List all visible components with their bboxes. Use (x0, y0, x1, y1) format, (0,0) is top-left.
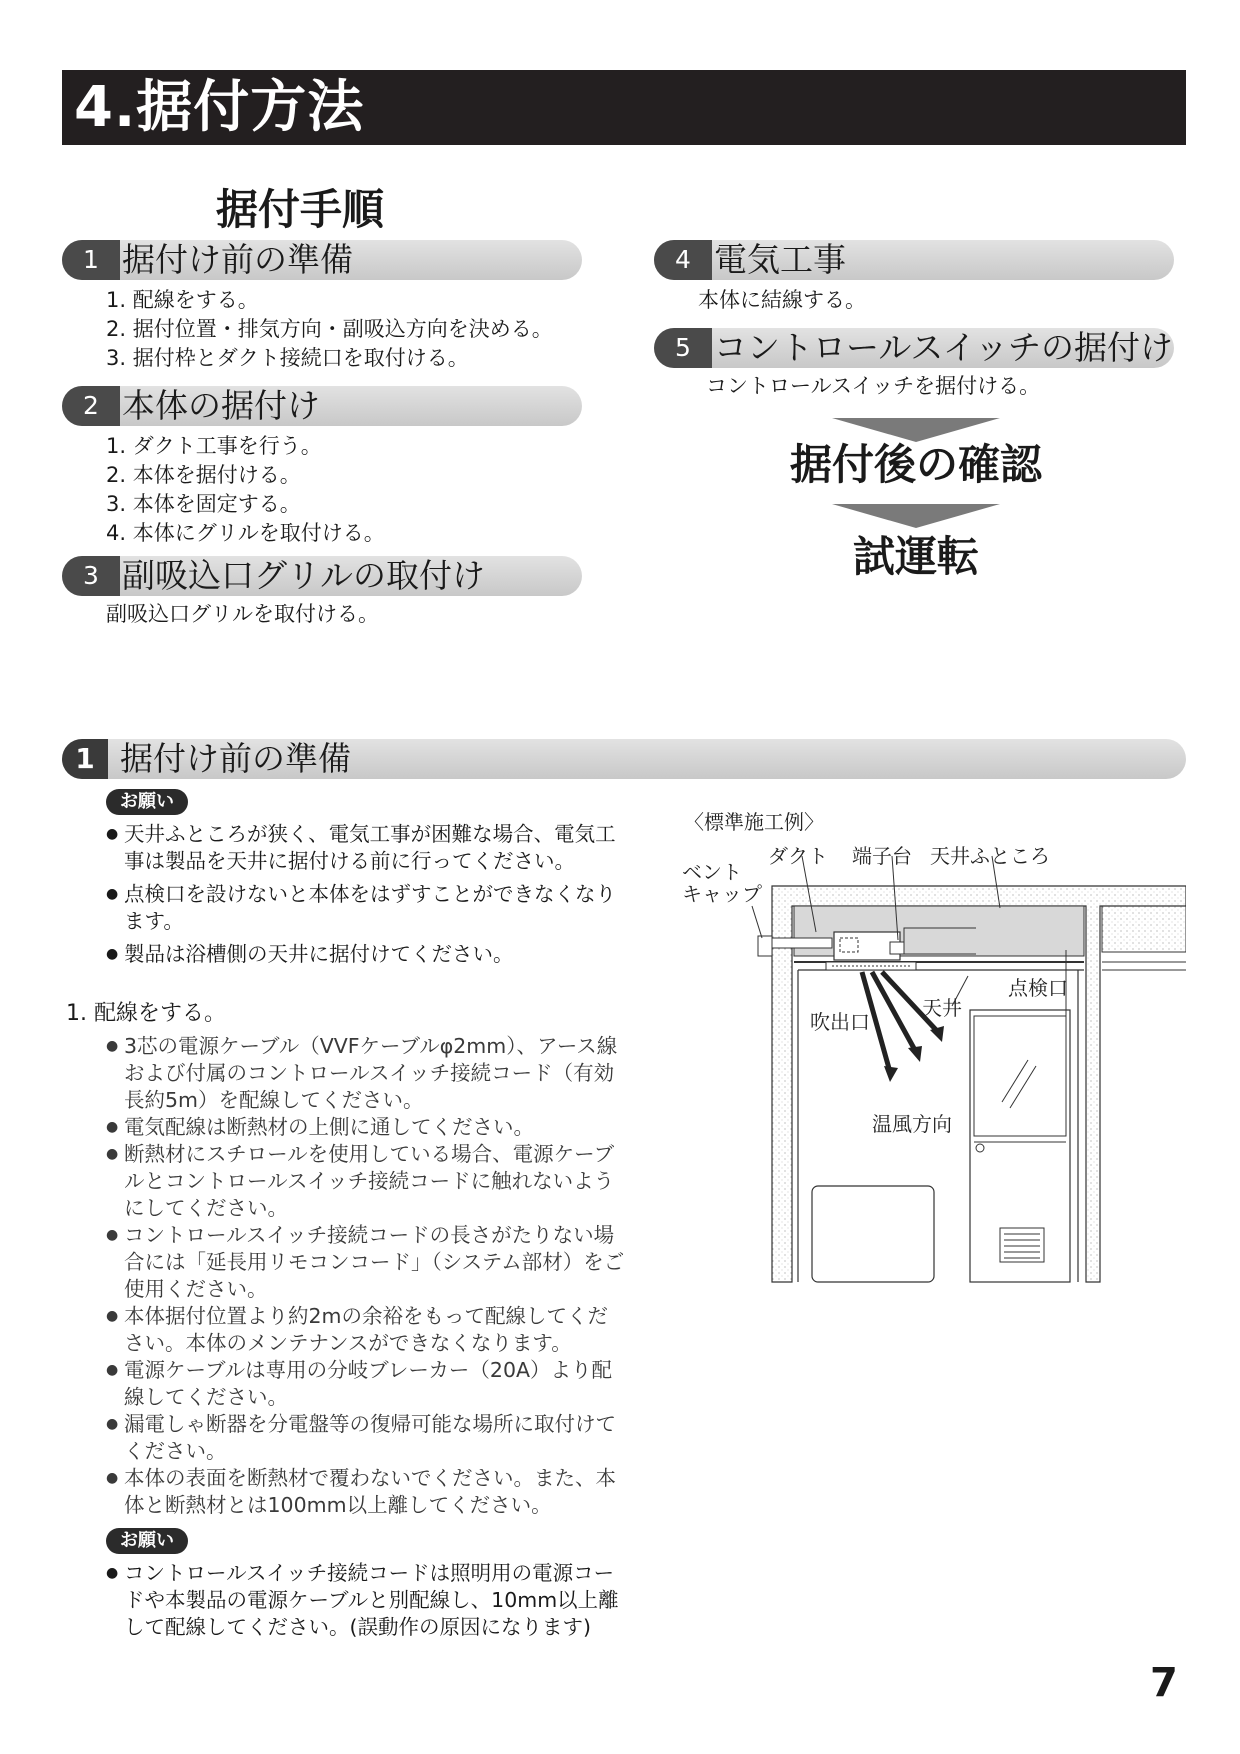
step-item: 4. 本体にグリルを取付ける。 (106, 521, 385, 545)
step-4-items (698, 286, 866, 315)
page-number: 7 (1150, 1660, 1178, 1706)
request-item: ● コントロールスイッチ接続コードは照明用の電源コードや本製品の電源ケーブルと別配線し、10mm以上離して配線してください。(誤動作の原因になります) (106, 1560, 626, 1641)
step-number: 4 (654, 240, 712, 280)
step-item: コントロールスイッチを据付ける。 (706, 374, 1041, 398)
step-number: 3 (62, 556, 120, 596)
step-label: 本体の据付け (122, 386, 320, 425)
step-label: 据付け前の準備 (122, 240, 353, 279)
page-title: 4.据付方法 (74, 75, 365, 140)
step-item: 3. 据付枠とダクト接続口を取付ける。 (106, 346, 469, 370)
request-list (106, 821, 626, 974)
step-item: 1. 配線をする。 (106, 288, 259, 312)
step-2-header (62, 386, 582, 426)
vent-cap-label: ベント (682, 860, 742, 884)
step-3-header (62, 556, 582, 596)
note-item: ● 本体の表面を断熱材で覆わないでください。また、本体と断熱材とは100mm以上離してください。 (106, 1465, 626, 1519)
step-item: 3. 本体を固定する。 (106, 492, 301, 516)
request-badge: お願い (106, 1528, 188, 1554)
diagram-title: 〈標準施工例〉 (684, 810, 824, 834)
installation-diagram (676, 810, 1186, 1300)
wiring-step-heading: 1. 配線をする。 (66, 1001, 226, 1026)
note-item: ● 電気配線は断熱材の上側に通してください。 (106, 1114, 626, 1141)
step-1-items (106, 286, 553, 373)
step-4-header (654, 240, 1174, 280)
step-item: 1. ダクト工事を行う。 (106, 434, 322, 458)
step-item: 本体に結線する。 (698, 288, 866, 312)
note-item: ● 漏電しゃ断器を分電盤等の復帰可能な場所に取付けてください。 (106, 1411, 626, 1465)
step-3-items (106, 600, 379, 629)
inspection-label: 点検口 (1008, 976, 1068, 1000)
step-label: 副吸込口グリルの取付け (122, 556, 485, 595)
vent-cap-label: キャップ (682, 882, 762, 906)
note-item: ● 電源ケーブルは専用の分岐ブレーカー（20A）より配線してください。 (106, 1357, 626, 1411)
request-list-2 (106, 1560, 626, 1647)
step-number: 5 (654, 328, 712, 368)
request-item: ● 天井ふところが狭く、電気工事が困難な場合、電気工事は製品を天井に据付ける前に行ってください。 (106, 821, 626, 875)
request-badge: お願い (106, 789, 188, 815)
note-item: ● 本体据付位置より約2mの余裕をもって配線してください。本体のメンテナンスができなくなります。 (106, 1303, 626, 1357)
step-number: 2 (62, 386, 120, 426)
duct-label: ダクト (768, 844, 828, 868)
note-item: ● 3芯の電源ケーブル（VVFケーブルφ2mm）、アース線および付属のコントロールスイッチ接続コード（有効長約5m）を配線してください。 (106, 1033, 626, 1114)
step-2-items (106, 432, 385, 548)
section-1-header (62, 739, 1186, 779)
warm-air-label: 温風方向 (872, 1112, 952, 1136)
step-item: 2. 据付位置・排気方向・副吸込方向を決める。 (106, 317, 553, 341)
step-1-header (62, 240, 582, 280)
note-item: ● コントロールスイッチ接続コードの長さがたりない場合には「延長用リモコンコード」（システム部材）をご使用ください。 (106, 1222, 626, 1303)
outlet-label: 吹出口 (810, 1010, 870, 1034)
step-number: 1 (62, 240, 120, 280)
terminal-label: 端子台 (852, 844, 912, 868)
request-item: ● 点検口を設けないと本体をはずすことができなくなります。 (106, 881, 626, 935)
step-5-header (654, 328, 1174, 368)
step-label: 電気工事 (714, 240, 846, 279)
step-5-items (706, 372, 1040, 401)
step-item: 2. 本体を据付ける。 (106, 463, 301, 487)
section-title: 据付け前の準備 (120, 739, 351, 778)
flow-arrow-icon (832, 504, 1000, 528)
request-item: ● 製品は浴槽側の天井に据付けてください。 (106, 941, 626, 968)
wiring-notes (106, 1033, 626, 1519)
test-run-label: 試運転 (852, 532, 979, 581)
flow-arrow-icon (832, 418, 1000, 442)
section-number: 1 (62, 739, 108, 779)
after-check-label: 据付後の確認 (789, 440, 1042, 489)
page-title-bar (62, 70, 1186, 145)
ceiling-space-label: 天井ふところ (930, 844, 1050, 868)
step-item: 副吸込口グリルを取付ける。 (106, 602, 379, 626)
note-item: ● 断熱材にスチロールを使用している場合、電源ケーブルとコントロールスイッチ接続コードに触れないようにしてください。 (106, 1141, 626, 1222)
step-label: コントロールスイッチの据付け (714, 328, 1174, 367)
ceiling-label: 天井 (922, 996, 962, 1020)
procedure-title: 据付手順 (216, 185, 385, 234)
